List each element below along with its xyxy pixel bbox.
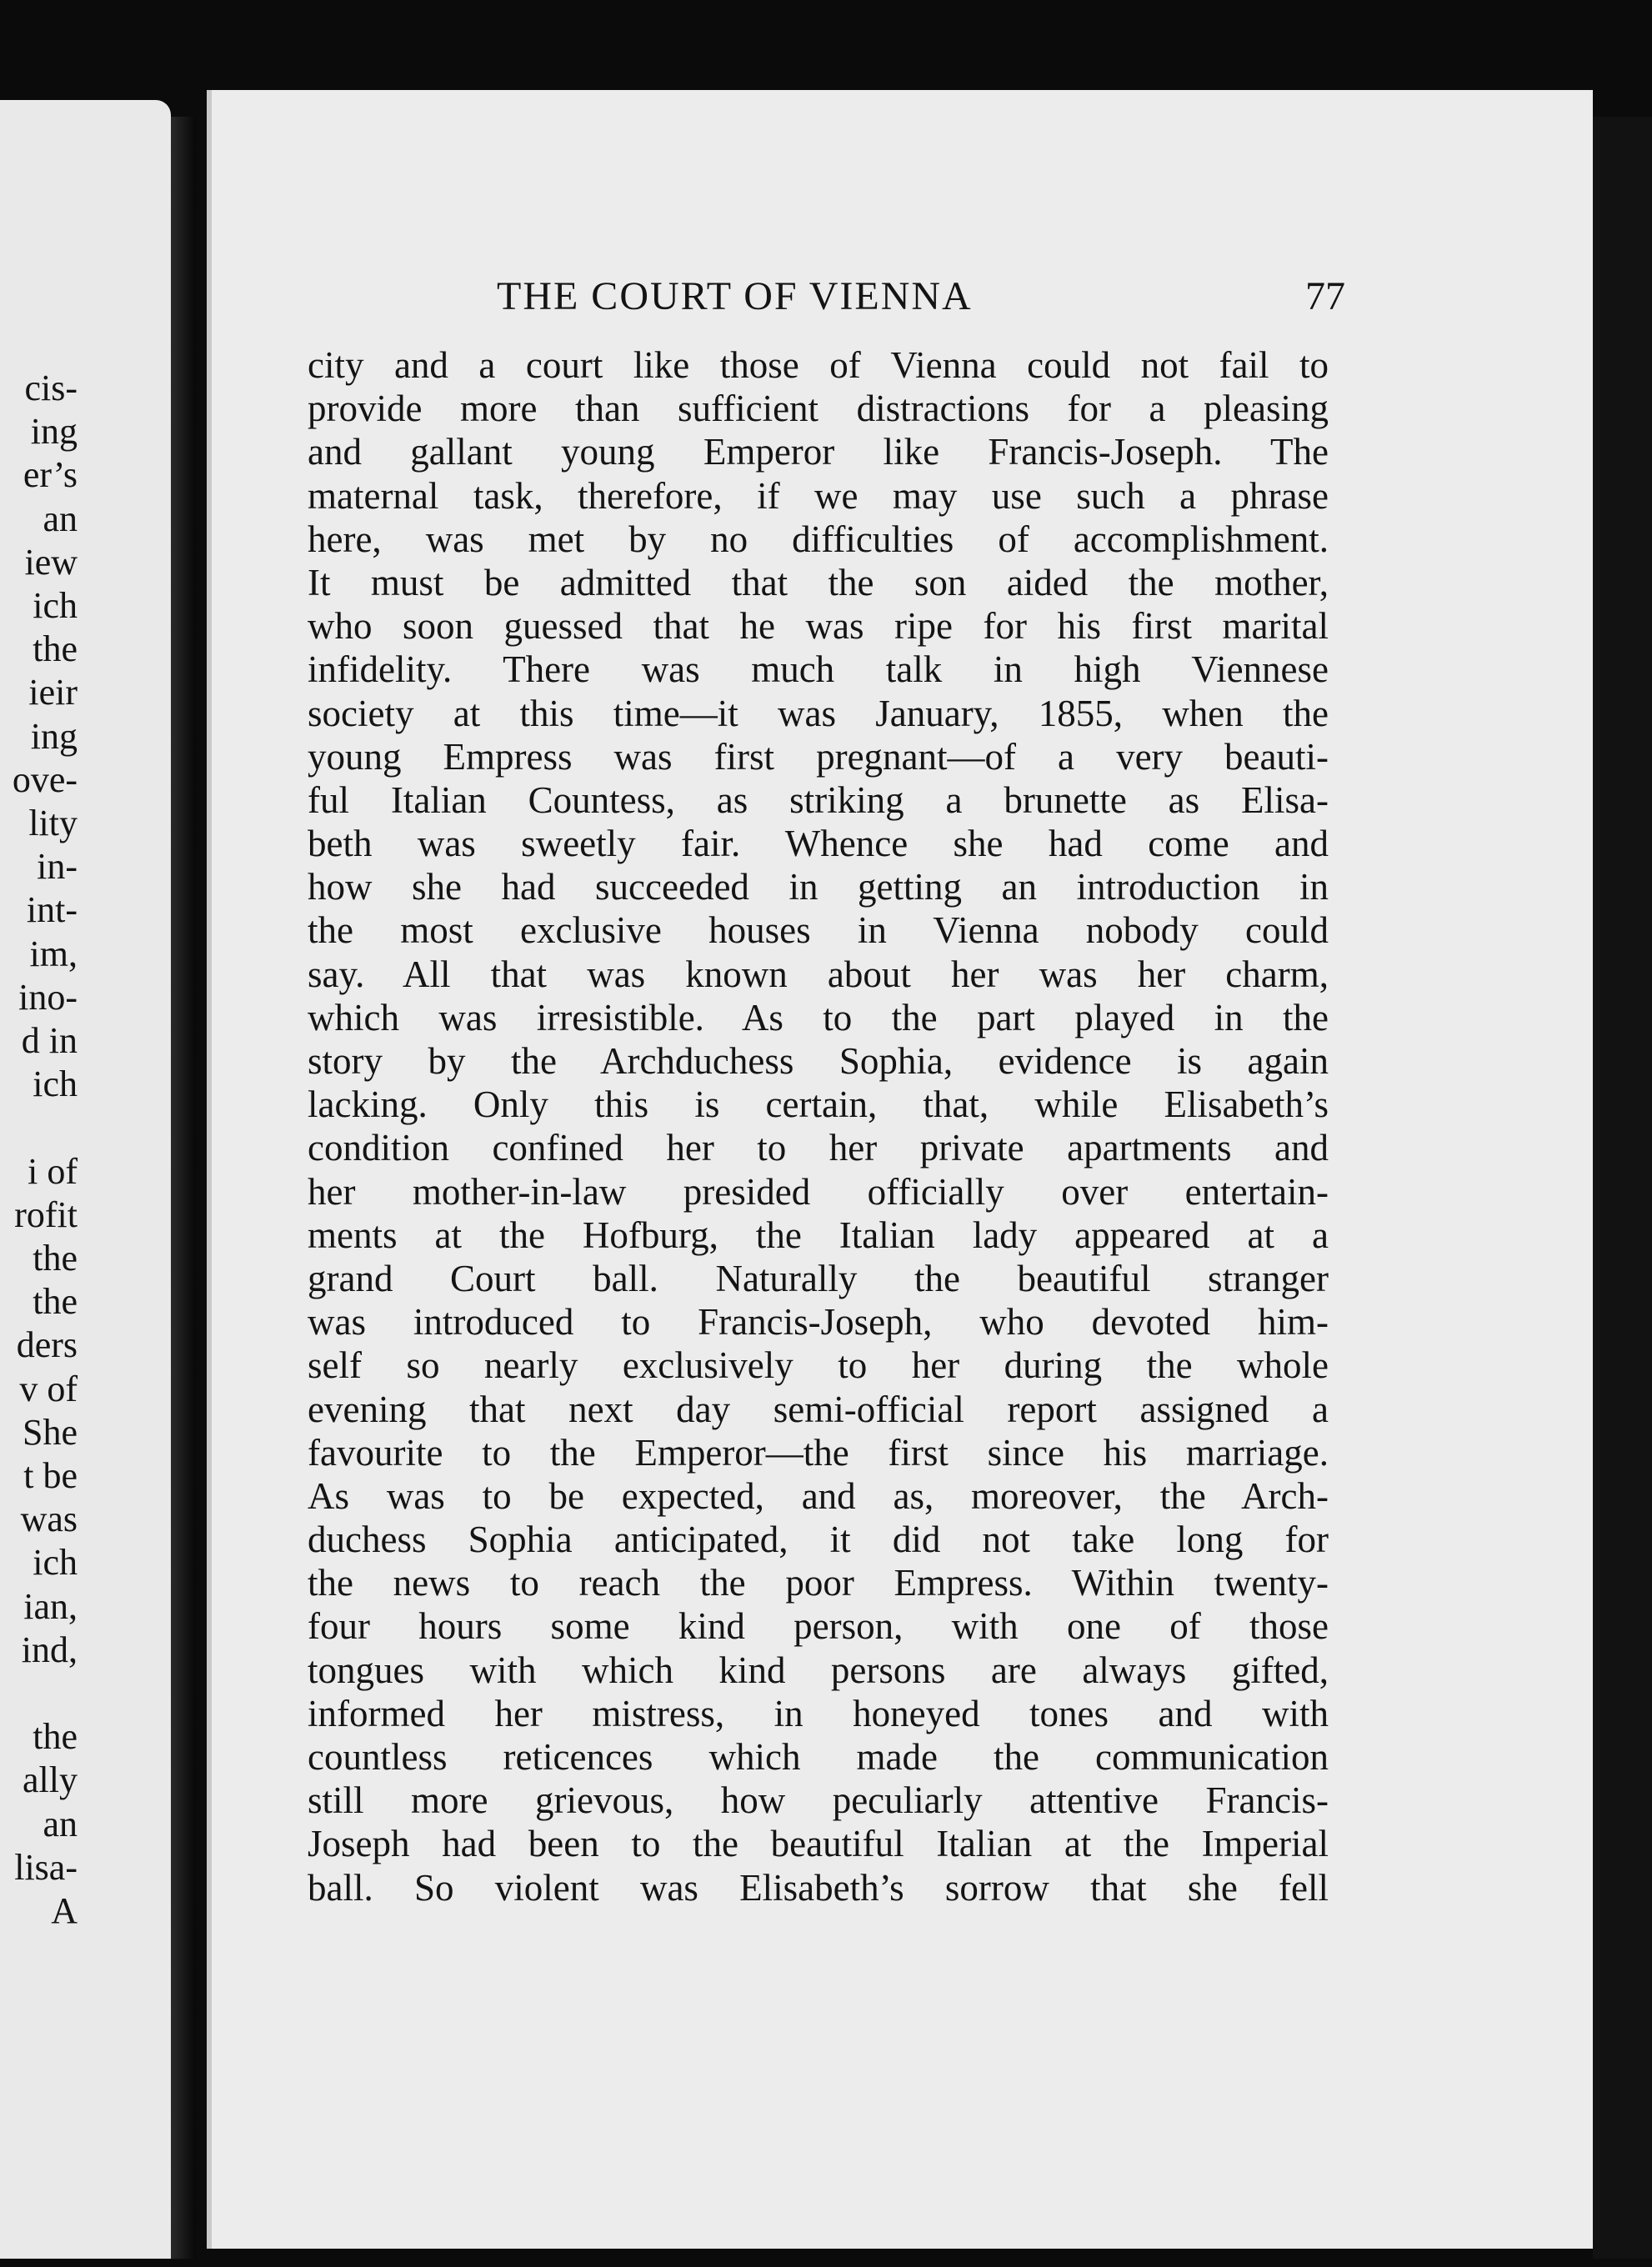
left-page-text-fragment: int- [26, 889, 78, 931]
text-line: was introduced to Francis-Joseph, who devoted him- [308, 1301, 1329, 1344]
left-page-text-fragment: ich [33, 1542, 78, 1584]
book-gutter [171, 117, 196, 2259]
text-line: duchess Sophia anticipated, it did not take long for [308, 1519, 1329, 1561]
left-page-text-fragment: the [33, 1716, 78, 1758]
text-line: ful Italian Countess, as striking a brunette as Elisa- [308, 778, 1329, 821]
text-line: and gallant young Emperor like Francis-Joseph. The [308, 431, 1329, 473]
text-line: self so nearly exclusively to her during the whole [308, 1344, 1329, 1387]
left-page-text-fragment: the [33, 1238, 78, 1279]
left-page-text-fragment: im, [29, 933, 78, 974]
text-line: still more grievous, how peculiarly attentive Francis- [308, 1779, 1329, 1822]
text-line: lacking. Only this is certain, that, while Elisabeth’s [308, 1083, 1329, 1126]
text-line: story by the Archduchess Sophia, evidence is again [308, 1040, 1329, 1082]
left-page-text-fragment: ally [23, 1759, 78, 1801]
left-page-text-fragment: cis- [24, 368, 78, 408]
left-page-text-fragment: an [43, 498, 78, 539]
left-page-text-fragment: ieir [28, 672, 78, 713]
left-page-text-fragment: t be [23, 1455, 78, 1496]
text-line: ments at the Hofburg, the Italian lady appeared at a [308, 1214, 1329, 1256]
left-page-text-fragment: ind, [21, 1629, 78, 1670]
left-page-text-fragment: rofit [14, 1194, 78, 1235]
left-page-text-fragment: ing [30, 715, 78, 757]
text-line: tongues with which kind persons are always gifted, [308, 1649, 1329, 1691]
text-line: young Empress was first pregnant—of a very beauti- [308, 735, 1329, 778]
left-page-text-fragment: ders [16, 1324, 78, 1366]
text-line: evening that next day semi-official report assigned a [308, 1388, 1329, 1430]
page-number: 77 [1305, 274, 1345, 318]
text-line: It must be admitted that the son aided the mother, [308, 561, 1329, 603]
left-page-text-fragment: ich [33, 585, 78, 626]
text-line: condition confined her to her private apartments and [308, 1127, 1329, 1169]
text-line: who soon guessed that he was ripe for his first marital [308, 605, 1329, 648]
left-page-text-fragment: the [33, 628, 78, 670]
page-edge-shadow [1593, 117, 1652, 2259]
text-line: infidelity. There was much talk in high Viennese [308, 648, 1329, 691]
left-page-text-fragment: d in [21, 1020, 78, 1061]
body-text [308, 343, 1329, 1909]
text-line: city and a court like those of Vienna could not fail to [308, 344, 1329, 386]
left-page-text-fragment: ian, [23, 1585, 78, 1627]
left-page-text-fragment: was [20, 1499, 78, 1540]
left-page-text-fragment: an [43, 1803, 78, 1844]
left-page-text-fragment: the [33, 1281, 78, 1323]
left-page-text-fragment: She [23, 1411, 78, 1453]
text-line: maternal task, therefore, if we may use such a phrase [308, 474, 1329, 517]
text-line: the news to reach the poor Empress. Within twenty- [308, 1562, 1329, 1604]
left-page-text-fragment: er’s [23, 454, 78, 496]
text-line: the most exclusive houses in Vienna nobody could [308, 909, 1329, 952]
text-line: how she had succeeded in getting an introduction in [308, 866, 1329, 908]
text-line: informed her mistress, in honeyed tones and with [308, 1692, 1329, 1734]
left-page-text-fragment: v of [19, 1368, 78, 1409]
text-line: beth was sweetly fair. Whence she had come and [308, 823, 1329, 865]
text-line: ball. So violent was Elisabeth’s sorrow that she fell [308, 1866, 1329, 1909]
left-page-text-fragment: ich [33, 1063, 78, 1105]
text-line: Joseph had been to the beautiful Italian at the Imperial [308, 1823, 1329, 1865]
running-head [287, 273, 1345, 320]
running-title: THE COURT OF VIENNA [497, 274, 973, 318]
left-page-text-fragment: lisa- [14, 1846, 78, 1888]
left-page-text-fragment: ing [30, 411, 78, 453]
left-page-text-fragment: ino- [18, 976, 78, 1018]
text-line: countless reticences which made the communication [308, 1736, 1329, 1778]
text-line: four hours some kind person, with one of those [308, 1605, 1329, 1648]
text-line: favourite to the Emperor—the first since his marriage. [308, 1431, 1329, 1474]
text-line: grand Court ball. Naturally the beautiful stranger [308, 1257, 1329, 1299]
left-page-text-fragment: in- [37, 846, 78, 888]
left-page-text-fragment: ove- [12, 758, 78, 800]
text-line: here, was met by no difficulties of accomplishment. [308, 518, 1329, 560]
left-page-text-fragment: iew [24, 541, 78, 583]
text-line: her mother-in-law presided officially over entertain- [308, 1170, 1329, 1213]
text-line: which was irresistible. As to the part played in the [308, 996, 1329, 1038]
text-line: society at this time—it was January, 1855, when the [308, 692, 1329, 734]
text-line: provide more than sufficient distractions for a pleasing [308, 388, 1329, 430]
text-line: As was to be expected, and as, moreover, the Arch- [308, 1474, 1329, 1517]
left-page-text-fragment: lity [28, 803, 78, 843]
left-page-text-fragment: i of [28, 1150, 78, 1192]
left-page-text-fragment: A [51, 1890, 78, 1931]
text-line: say. All that was known about her was her charm, [308, 953, 1329, 995]
left-page-fragment [0, 100, 171, 2259]
